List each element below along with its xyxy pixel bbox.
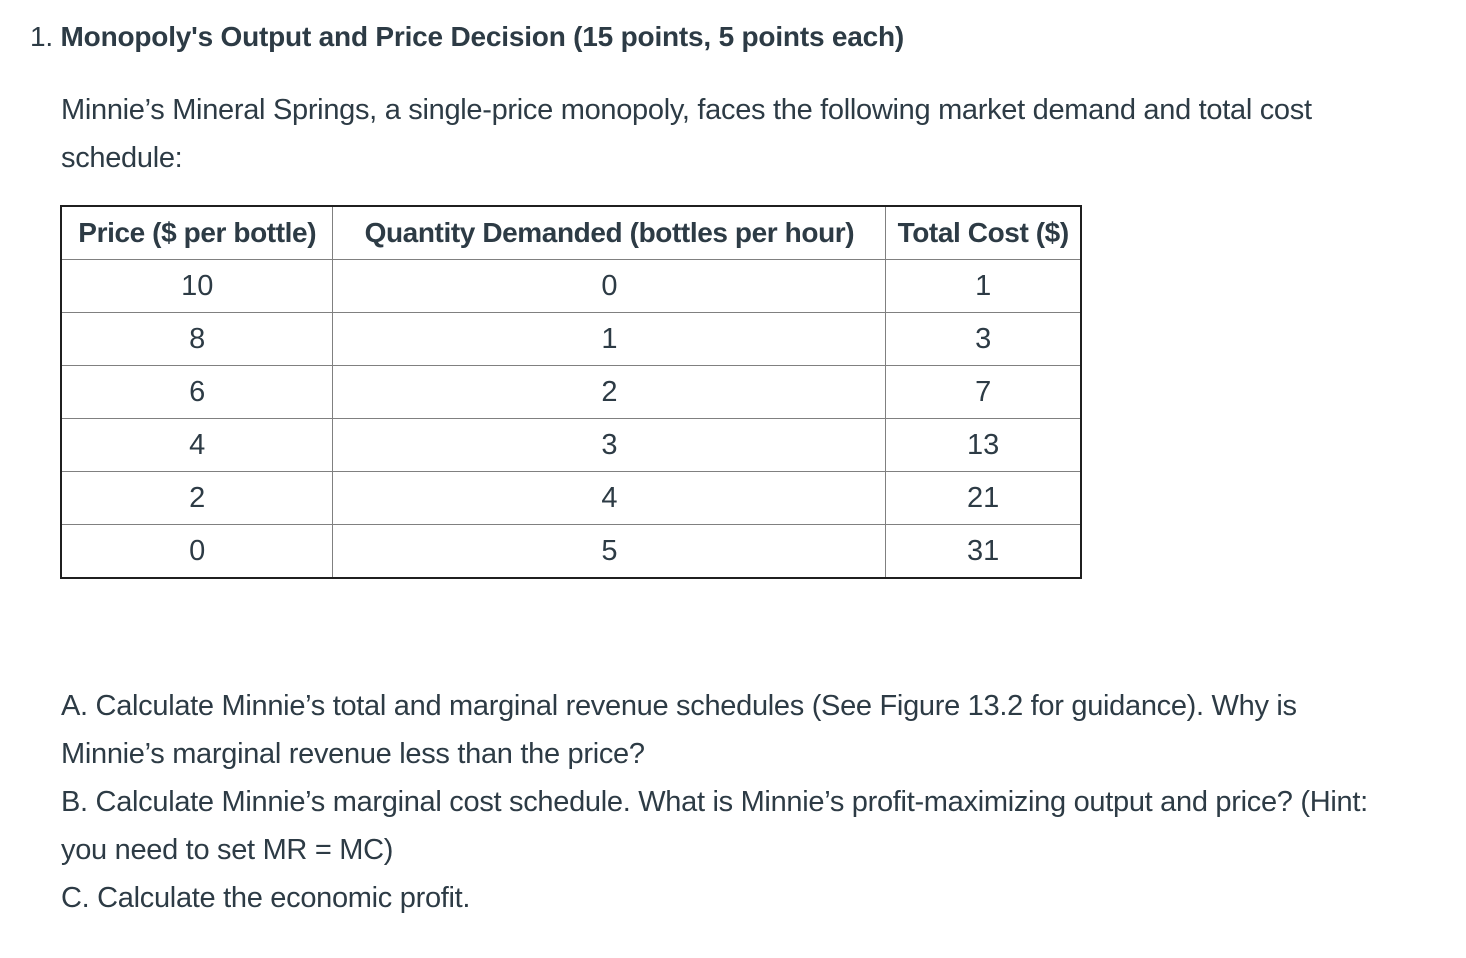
intro-paragraph: Minnie’s Mineral Springs, a single-price monopoly, faces the following market demand and total cost schedule: bbox=[61, 94, 1312, 174]
part-a-text: A. Calculate Minnie’s total and marginal revenue schedules (See Figure 13.2 for guidance). Why is Minnie’s marginal revenue less than the price? bbox=[61, 690, 1297, 770]
header-quantity: Quantity Demanded (bottles per hour) bbox=[333, 206, 886, 260]
demand-cost-table bbox=[60, 205, 1082, 579]
cell-price: 0 bbox=[61, 525, 333, 579]
cell-quantity: 0 bbox=[333, 260, 886, 313]
table-row bbox=[61, 313, 1081, 366]
cell-quantity: 1 bbox=[333, 313, 886, 366]
question-number: 1. bbox=[30, 21, 53, 52]
question-title bbox=[30, 17, 904, 57]
cell-total-cost: 1 bbox=[886, 260, 1081, 313]
part-b-text: B. Calculate Minnie’s marginal cost schedule. What is Minnie’s profit-maximizing output and price? (Hint: you need to set MR = MC) bbox=[61, 786, 1368, 866]
cell-total-cost: 3 bbox=[886, 313, 1081, 366]
cell-total-cost: 7 bbox=[886, 366, 1081, 419]
table-row bbox=[61, 472, 1081, 525]
cell-quantity: 5 bbox=[333, 525, 886, 579]
cell-total-cost: 13 bbox=[886, 419, 1081, 472]
table-row bbox=[61, 525, 1081, 579]
cell-quantity: 2 bbox=[333, 366, 886, 419]
cell-quantity: 4 bbox=[333, 472, 886, 525]
table-row bbox=[61, 260, 1081, 313]
header-total-cost: Total Cost ($) bbox=[886, 206, 1081, 260]
cell-quantity: 3 bbox=[333, 419, 886, 472]
table-row bbox=[61, 366, 1081, 419]
table-header-row bbox=[61, 206, 1081, 260]
cell-price: 4 bbox=[61, 419, 333, 472]
table-row bbox=[61, 419, 1081, 472]
header-price: Price ($ per bottle) bbox=[61, 206, 333, 260]
cell-price: 8 bbox=[61, 313, 333, 366]
cell-total-cost: 21 bbox=[886, 472, 1081, 525]
question-title-text: Monopoly's Output and Price Decision (15 points, 5 points each) bbox=[60, 21, 905, 52]
cell-total-cost: 31 bbox=[886, 525, 1081, 579]
cell-price: 10 bbox=[61, 260, 333, 313]
part-c-text: C. Calculate the economic profit. bbox=[61, 882, 471, 914]
cell-price: 6 bbox=[61, 366, 333, 419]
cell-price: 2 bbox=[61, 472, 333, 525]
question-parts bbox=[61, 682, 1391, 922]
